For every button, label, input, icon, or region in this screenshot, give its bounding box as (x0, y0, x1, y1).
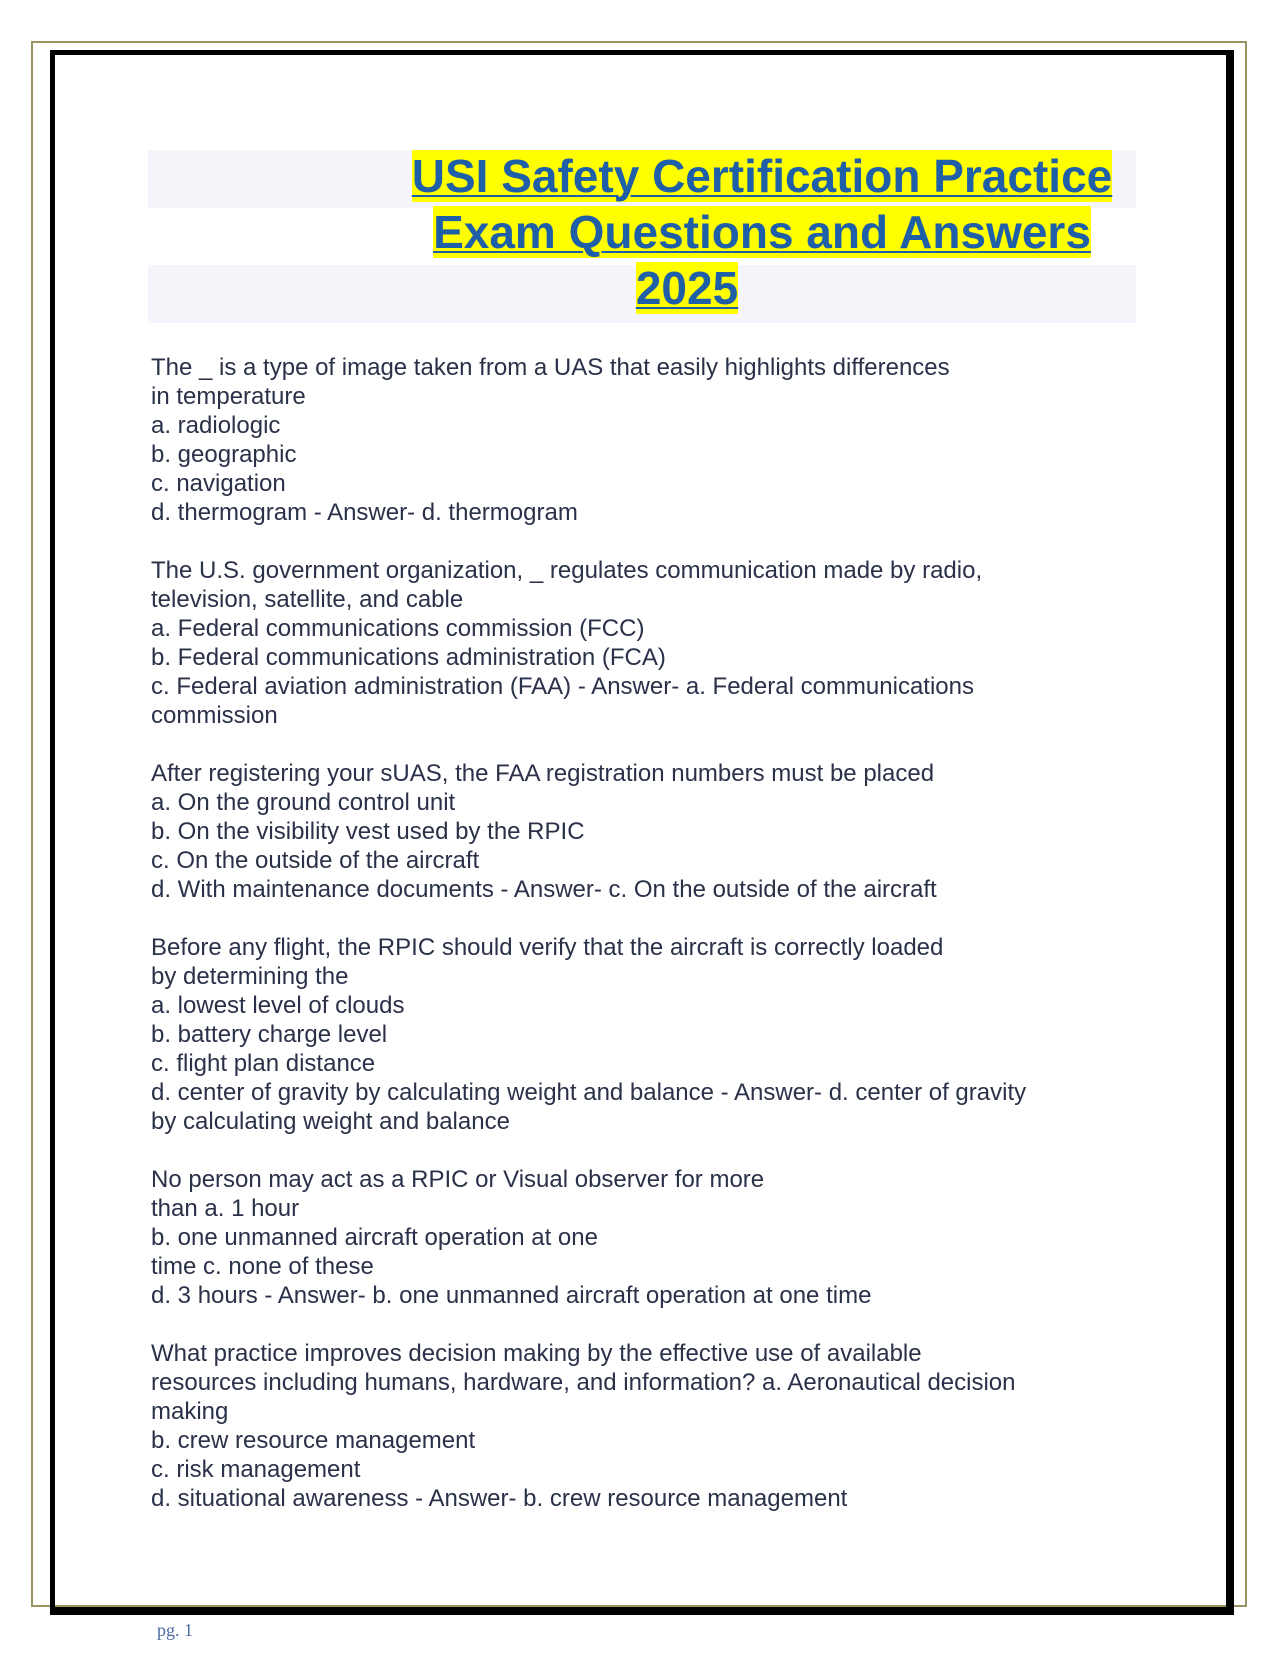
answer-line: d. center of gravity by calculating weight and balance - Answer- d. center of gravity (151, 1079, 1027, 1106)
option-line: b. crew resource management (151, 1427, 476, 1454)
question-line: by determining the (151, 963, 349, 990)
answer-line: commission (151, 702, 278, 729)
option-line: c. flight plan distance (151, 1050, 376, 1077)
page-number: pg. 1 (157, 1620, 193, 1640)
document-title (148, 148, 1136, 316)
option-line: b. geographic (151, 441, 297, 468)
title-line-1: USI Safety Certification Practice (411, 150, 1113, 202)
question-line: After registering your sUAS, the FAA registration numbers must be placed (151, 760, 935, 787)
question-block-5 (151, 1165, 1101, 1310)
question-block-4 (151, 933, 1101, 1136)
question-list (151, 353, 1101, 1542)
answer-line: c. Federal aviation administration (FAA) - Answer- a. Federal communications (151, 673, 974, 700)
title-line-2: Exam Questions and Answers (433, 206, 1091, 258)
option-line: c. risk management (151, 1456, 361, 1483)
option-line: b. On the visibility vest used by the RPIC (151, 818, 585, 845)
option-line: time c. none of these (151, 1253, 374, 1280)
option-line: a. Federal communications commission (FCC) (151, 615, 645, 642)
answer-line: d. thermogram - Answer- d. thermogram (151, 499, 578, 526)
title-line-3: 2025 (635, 262, 739, 314)
question-block-3 (151, 759, 1101, 904)
question-block-6 (151, 1339, 1101, 1513)
option-line: c. On the outside of the aircraft (151, 847, 480, 874)
question-line: Before any flight, the RPIC should verify that the aircraft is correctly loaded (151, 934, 944, 961)
option-line: a. radiologic (151, 412, 281, 439)
option-line: a. On the ground control unit (151, 789, 456, 816)
option-line: c. navigation (151, 470, 286, 497)
option-line: b. one unmanned aircraft operation at one (151, 1224, 598, 1251)
question-line: No person may act as a RPIC or Visual observer for more (151, 1166, 765, 1193)
answer-line: d. 3 hours - Answer- b. one unmanned aircraft operation at one time (151, 1282, 872, 1309)
option-line: b. Federal communications administration (FCA) (151, 644, 666, 671)
answer-line: d. With maintenance documents - Answer- c. On the outside of the aircraft (151, 876, 937, 903)
option-line: b. battery charge level (151, 1021, 388, 1048)
option-line: than a. 1 hour (151, 1195, 300, 1222)
answer-line: by calculating weight and balance (151, 1108, 510, 1135)
option-line: a. lowest level of clouds (151, 992, 405, 1019)
question-line: What practice improves decision making by the effective use of available (151, 1340, 922, 1367)
option-line: making (151, 1398, 229, 1425)
question-line: television, satellite, and cable (151, 586, 464, 613)
question-line: The U.S. government organization, _ regulates communication made by radio, (151, 557, 983, 584)
question-line: resources including humans, hardware, and information? a. Aeronautical decision (151, 1369, 1016, 1396)
question-line: The _ is a type of image taken from a UAS that easily highlights differences (151, 354, 950, 381)
question-block-2 (151, 556, 1101, 730)
question-line: in temperature (151, 383, 306, 410)
answer-line: d. situational awareness - Answer- b. crew resource management (151, 1485, 848, 1512)
question-block-1 (151, 353, 1101, 527)
